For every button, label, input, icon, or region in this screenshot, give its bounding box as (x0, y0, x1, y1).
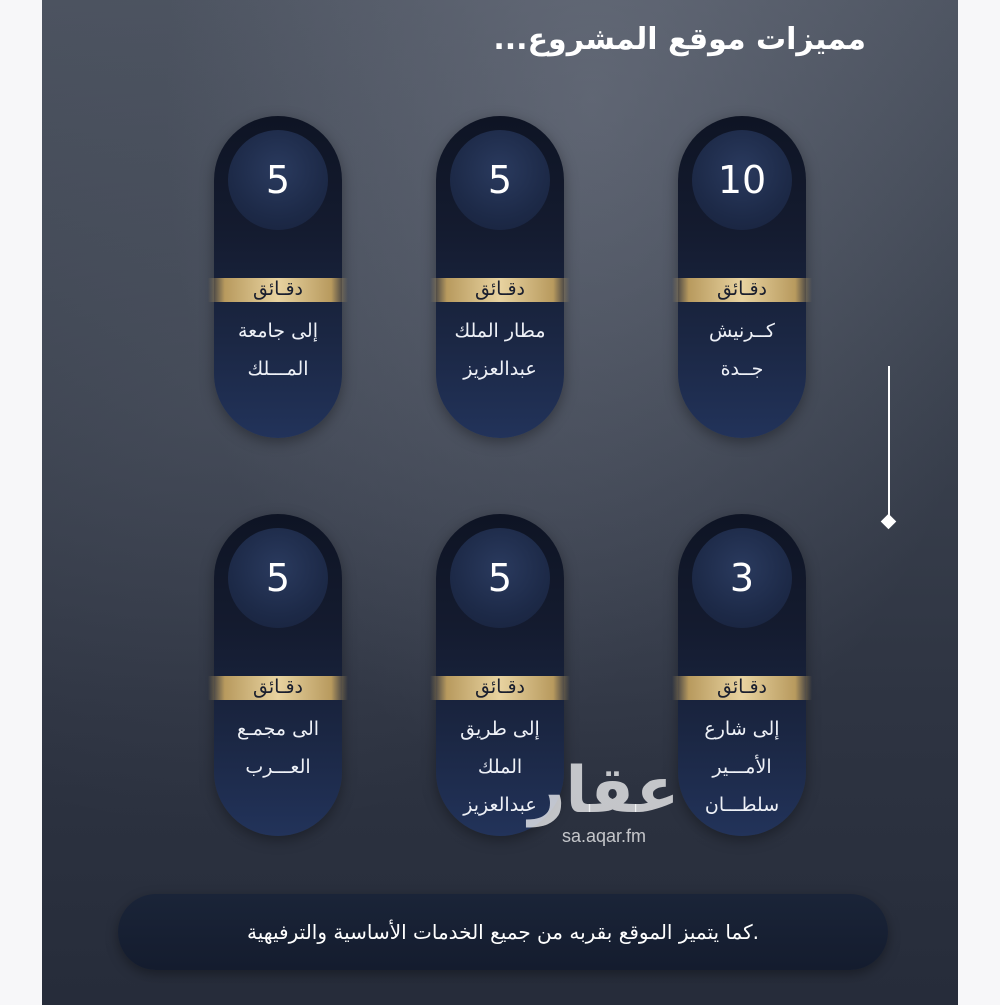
card-destination (678, 710, 806, 824)
card-number: 5 (265, 158, 291, 202)
card-number-circle (228, 130, 328, 230)
card-number: 10 (717, 158, 767, 202)
poster (42, 0, 958, 1005)
feature-card-sultan-street (678, 514, 806, 836)
card-number: 3 (729, 556, 755, 600)
card-number: 5 (265, 556, 291, 600)
card-destination (436, 312, 564, 388)
card-line: كــرنيش (709, 320, 775, 342)
card-line: إلى جامعة (237, 320, 318, 342)
feature-card-corniche (678, 116, 806, 438)
card-number-circle (228, 528, 328, 628)
card-number: 5 (487, 556, 513, 600)
diamond-marker-icon (881, 514, 897, 530)
card-line: إلى شارع (704, 718, 780, 740)
card-unit-label: دقـائق (430, 278, 570, 302)
card-number-circle (692, 130, 792, 230)
watermark (524, 752, 684, 847)
footer-bar (118, 894, 888, 970)
card-line: العـــرب (245, 756, 311, 778)
card-line: الى مجمـع (236, 718, 320, 740)
card-line: إلى طريق (460, 718, 540, 740)
footer-text: .كما يتميز الموقع بقربه من جميع الخدمات الأساسية والترفيهية (247, 920, 759, 944)
card-unit-label: دقـائق (430, 676, 570, 700)
feature-card-arab-mall (214, 514, 342, 836)
page-title: مميزات موقع المشروع... (493, 22, 866, 57)
card-line: عبدالعزيز (463, 794, 537, 816)
feature-card-airport (436, 116, 564, 438)
card-unit-label: دقـائق (208, 278, 348, 302)
card-unit-label: دقـائق (672, 278, 812, 302)
vertical-indicator-line (888, 366, 890, 518)
card-number-circle (450, 528, 550, 628)
card-line: المـــلك (247, 358, 309, 380)
card-line: عبدالعزيز (463, 358, 537, 380)
card-number-circle (450, 130, 550, 230)
card-unit-label: دقـائق (208, 676, 348, 700)
card-number: 5 (487, 158, 513, 202)
card-line: الأمـــير (712, 756, 772, 778)
card-line: سلطـــان (704, 794, 780, 816)
feature-card-university (214, 116, 342, 438)
card-destination (678, 312, 806, 388)
watermark-logo: عقار (528, 754, 680, 828)
card-number-circle (692, 528, 792, 628)
watermark-url: sa.aqar.fm (561, 826, 647, 846)
card-destination (214, 710, 342, 786)
card-line: مطار الملك (454, 320, 546, 342)
card-destination (214, 312, 342, 388)
card-unit-label: دقـائق (672, 676, 812, 700)
card-line: الملك (477, 756, 523, 778)
card-line: جــدة (720, 358, 764, 380)
